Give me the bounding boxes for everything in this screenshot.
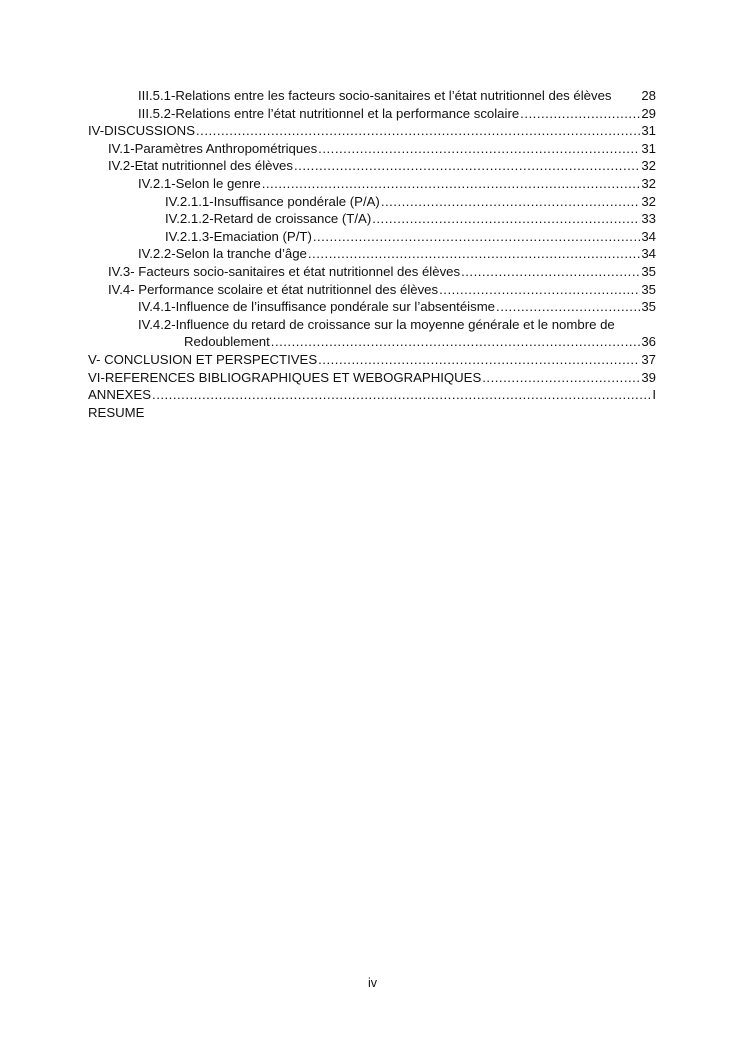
toc-entry-page: 37 (641, 351, 656, 367)
toc-entry-page: 34 (641, 228, 656, 244)
toc-entry[interactable] (88, 210, 656, 228)
toc-entry[interactable] (88, 351, 656, 369)
toc-entry-page: 36 (641, 334, 656, 350)
dot-leader (520, 105, 640, 123)
toc-entry-page: I (652, 387, 656, 403)
page-number: iv (367, 976, 378, 990)
toc-entry-page: 29 (641, 105, 656, 121)
toc-entry-page: 28 (641, 88, 656, 103)
toc-entry-title: IV.4- Performance scolaire et état nutritionnel des élèves (108, 281, 439, 297)
toc-entry[interactable] (88, 175, 656, 193)
toc-entry[interactable] (88, 157, 656, 175)
toc-entry[interactable] (88, 404, 656, 422)
dot-leader (308, 245, 640, 263)
toc-entry-title: VI-REFERENCES BIBLIOGRAPHIQUES ET WEBOGRAPHIQUES (88, 369, 482, 385)
dot-leader (318, 351, 640, 369)
dot-leader (496, 298, 640, 316)
toc-entry-title: ANNEXES (88, 387, 152, 403)
toc-entry[interactable] (88, 122, 656, 140)
dot-leader (372, 210, 640, 228)
toc-entry-page: 32 (641, 193, 656, 209)
toc-entry-page: 32 (641, 158, 656, 174)
toc-entry-title: IV.3- Facteurs socio-sanitaires et état nutritionnel des élèves (108, 263, 461, 279)
toc-entry[interactable] (88, 298, 656, 316)
toc-entry-page: 35 (641, 263, 656, 279)
toc-entry[interactable] (88, 316, 656, 334)
toc-entry-page: 31 (641, 123, 656, 139)
dot-leader (262, 175, 641, 193)
toc-entry[interactable] (88, 140, 656, 158)
dot-leader (294, 157, 640, 175)
toc-entry-title: IV.1-Paramètres Anthropométriques (108, 140, 318, 156)
toc-entry-title: RESUME (88, 404, 145, 420)
dot-leader (482, 369, 640, 387)
toc-entry-title: III.5.2-Relations entre l’état nutritionnel et la performance scolaire (138, 105, 520, 121)
toc-entry-page: 33 (641, 211, 656, 227)
toc-entry-title: IV-DISCUSSIONS (88, 123, 195, 139)
table-of-contents (88, 87, 656, 421)
dot-leader (271, 333, 641, 351)
toc-entry-page: 39 (641, 369, 656, 385)
toc-entry[interactable] (88, 193, 656, 211)
toc-entry-title: IV.2.1.1-Insuffisance pondérale (P/A) (165, 193, 380, 209)
dot-leader (152, 386, 651, 404)
toc-entry-page: 35 (641, 281, 656, 297)
toc-entry-page: 34 (641, 246, 656, 262)
toc-entry[interactable] (88, 87, 656, 105)
dot-leader (318, 140, 640, 158)
toc-entry-title: IV.4.1-Influence de l’insuffisance pondérale sur l’absentéisme (138, 299, 496, 315)
toc-entry-page: 31 (641, 140, 656, 156)
toc-entry[interactable] (88, 245, 656, 263)
toc-entry[interactable] (88, 228, 656, 246)
dot-leader (439, 281, 640, 299)
toc-entry[interactable] (88, 281, 656, 299)
toc-entry-page: 32 (641, 175, 656, 191)
toc-entry[interactable] (88, 369, 656, 387)
dot-leader (461, 263, 640, 281)
toc-entry-continuation[interactable] (88, 333, 656, 351)
toc-entry-title: IV.4.2-Influence du retard de croissance sur la moyenne générale et le nombre de (138, 316, 615, 332)
toc-entry[interactable] (88, 263, 656, 281)
toc-entry-title: IV.2.2-Selon la tranche d’âge (138, 246, 307, 262)
toc-entry-title: IV.2-Etat nutritionnel des élèves (108, 158, 293, 174)
toc-entry[interactable] (88, 386, 656, 404)
toc-entry-title: IV.2.1-Selon le genre (138, 175, 261, 191)
dot-leader (381, 193, 641, 211)
toc-entry-title: III.5.1-Relations entre les facteurs socio-sanitaires et l’état nutritionnel des élèves (138, 88, 612, 103)
dot-leader (196, 122, 640, 140)
toc-entry-title: IV.2.1.3-Emaciation (P/T) (165, 228, 312, 244)
toc-entry-title: IV.2.1.2-Retard de croissance (T/A) (165, 211, 372, 227)
toc-entry-page: 35 (641, 299, 656, 315)
toc-entry-title: V- CONCLUSION ET PERSPECTIVES (88, 351, 318, 367)
dot-leader (313, 228, 640, 246)
toc-entry-title: Redoublement (184, 334, 270, 350)
toc-entry[interactable] (88, 105, 656, 123)
